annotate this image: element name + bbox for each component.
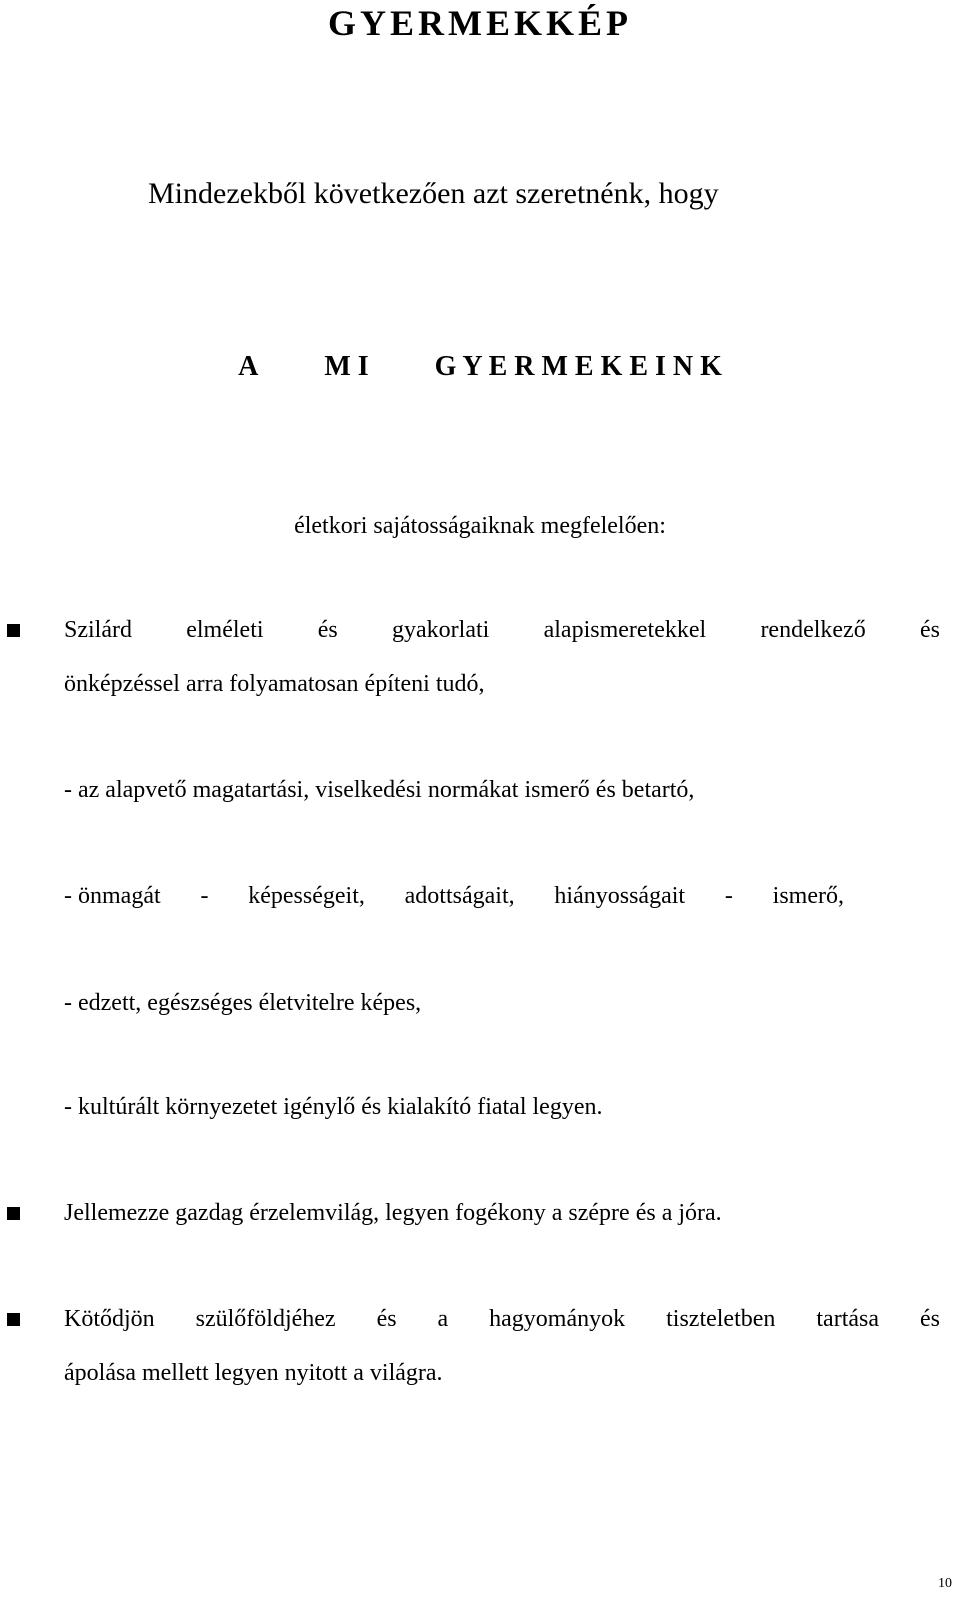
word: ismerő, bbox=[772, 883, 844, 909]
word: hagyományok bbox=[489, 1306, 626, 1332]
subheading: életkori sajátosságaiknak megfelelően: bbox=[294, 513, 666, 539]
word: tiszteletben bbox=[666, 1306, 776, 1332]
word: és bbox=[919, 617, 940, 643]
square-bullet-icon bbox=[7, 1313, 20, 1326]
heading-word: G Y E R M E K E I N K bbox=[434, 351, 722, 382]
spaced-heading bbox=[0, 347, 960, 387]
intro-sentence: Mindezekből következően azt szeretnénk, hogy bbox=[148, 177, 719, 210]
word: képességeit, bbox=[248, 883, 365, 909]
word: elméleti bbox=[186, 617, 264, 643]
square-bullet-icon bbox=[7, 624, 20, 637]
word: tartása bbox=[816, 1306, 879, 1332]
word: Szilárd bbox=[64, 617, 132, 643]
word: hiányosságait bbox=[554, 883, 686, 909]
bullet2-text: Jellemezze gazdag érzelemvilág, legyen fogékony a szépre és a jóra. bbox=[64, 1200, 722, 1226]
word: és bbox=[317, 617, 338, 643]
dash-item-4: - kultúrált környezetet igénylő és kialakító fiatal legyen. bbox=[64, 1094, 603, 1120]
dash-item-3: - edzett, egészséges életvitelre képes, bbox=[64, 990, 422, 1016]
dash-item-2 bbox=[64, 879, 844, 913]
word: rendelkező bbox=[760, 617, 866, 643]
bullet1-line1 bbox=[64, 613, 940, 647]
word: - bbox=[200, 883, 209, 909]
word: gyakorlati bbox=[392, 617, 490, 643]
word: alapismeretekkel bbox=[543, 617, 707, 643]
word: és bbox=[376, 1306, 397, 1332]
heading-word: A bbox=[238, 351, 259, 382]
word: Kötődjön bbox=[64, 1306, 155, 1332]
word: szülőföldjéhez bbox=[195, 1306, 336, 1332]
word: és bbox=[919, 1306, 940, 1332]
page-title: GYERMEKKÉP bbox=[327, 3, 632, 43]
word: adottságait, bbox=[404, 883, 515, 909]
bullet3-line1 bbox=[64, 1302, 940, 1336]
heading-word: M I bbox=[324, 351, 369, 382]
word: a bbox=[437, 1306, 449, 1332]
dash-item-1: - az alapvető magatartási, viselkedési normákat ismerő és betartó, bbox=[64, 777, 695, 803]
bullet1-line2: önképzéssel arra folyamatosan építeni tudó, bbox=[64, 671, 485, 697]
page-number: 10 bbox=[938, 1576, 952, 1591]
bullet3-line2: ápolása mellett legyen nyitott a világra. bbox=[64, 1360, 443, 1386]
word: - önmagát bbox=[64, 883, 161, 909]
word: - bbox=[724, 883, 733, 909]
square-bullet-icon bbox=[7, 1207, 20, 1220]
